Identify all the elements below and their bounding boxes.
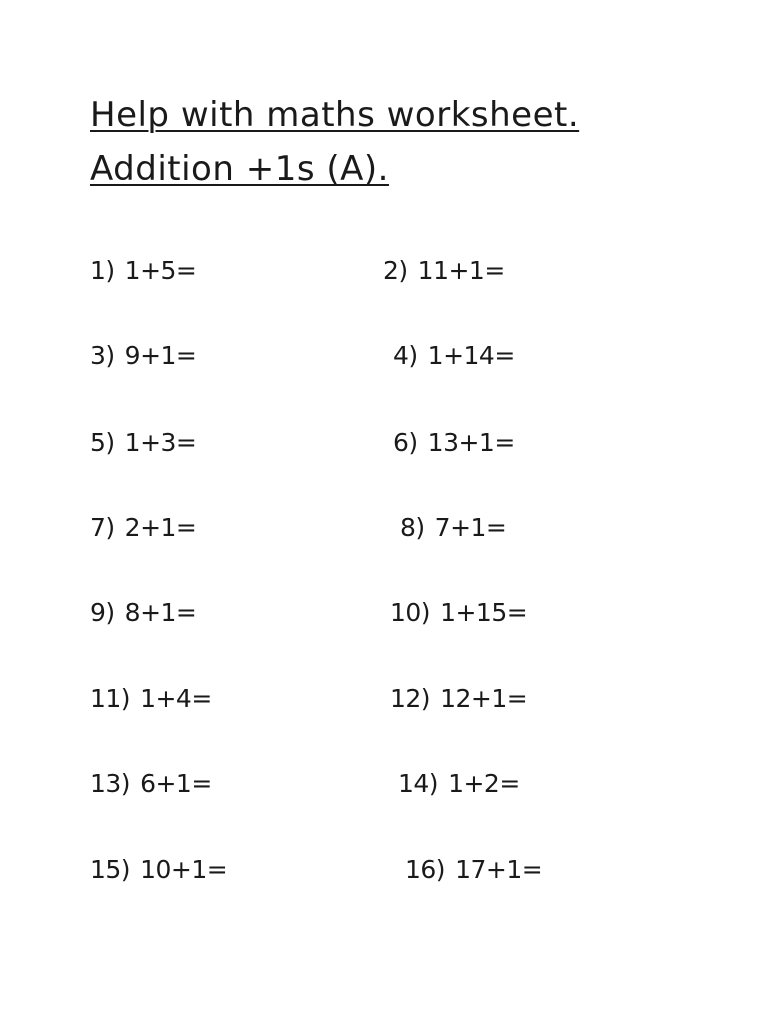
problem-expression: 1+5=	[124, 256, 197, 285]
problem-number: 12)	[390, 684, 431, 713]
problem-number: 4)	[393, 341, 418, 370]
problem-expression: 8+1=	[124, 598, 197, 627]
problem-number: 11)	[90, 684, 131, 713]
problem-expression: 1+15=	[440, 598, 528, 627]
problem-expression: 1+3=	[124, 428, 197, 457]
problem-13	[90, 771, 212, 796]
worksheet-subtitle: Addition +1s (A).	[90, 149, 389, 189]
problem-expression: 7+1=	[434, 513, 507, 542]
problem-16	[405, 857, 542, 882]
problem-4	[393, 343, 515, 368]
problem-number: 6)	[393, 428, 418, 457]
problem-expression: 9+1=	[124, 341, 197, 370]
problem-number: 8)	[400, 513, 425, 542]
problem-expression: 1+4=	[140, 684, 212, 713]
problem-9	[90, 600, 196, 625]
problem-15	[90, 857, 227, 882]
problem-number: 10)	[390, 598, 431, 627]
problem-expression: 6+1=	[140, 769, 212, 798]
problem-number: 9)	[90, 598, 115, 627]
problem-6	[393, 430, 515, 455]
problem-8	[400, 515, 506, 540]
problem-expression: 2+1=	[124, 513, 197, 542]
problem-7	[90, 515, 196, 540]
problem-12	[390, 686, 527, 711]
problem-number: 15)	[90, 855, 131, 884]
problem-expression: 12+1=	[440, 684, 528, 713]
problem-2	[383, 258, 505, 283]
worksheet-title: Help with maths worksheet.	[90, 95, 580, 135]
problem-number: 7)	[90, 513, 115, 542]
problem-10	[390, 600, 527, 625]
problem-expression: 1+2=	[448, 769, 520, 798]
problem-number: 14)	[398, 769, 439, 798]
problem-number: 2)	[383, 256, 408, 285]
problem-3	[90, 343, 196, 368]
problem-expression: 17+1=	[455, 855, 543, 884]
problem-expression: 10+1=	[140, 855, 228, 884]
problem-number: 1)	[90, 256, 115, 285]
problem-14	[398, 771, 520, 796]
problem-11	[90, 686, 212, 711]
problem-expression: 1+14=	[427, 341, 515, 370]
problem-number: 13)	[90, 769, 131, 798]
problem-number: 5)	[90, 428, 115, 457]
problem-number: 3)	[90, 341, 115, 370]
problem-5	[90, 430, 196, 455]
problem-expression: 13+1=	[427, 428, 515, 457]
problem-number: 16)	[405, 855, 446, 884]
problem-expression: 11+1=	[417, 256, 505, 285]
problem-1	[90, 258, 196, 283]
